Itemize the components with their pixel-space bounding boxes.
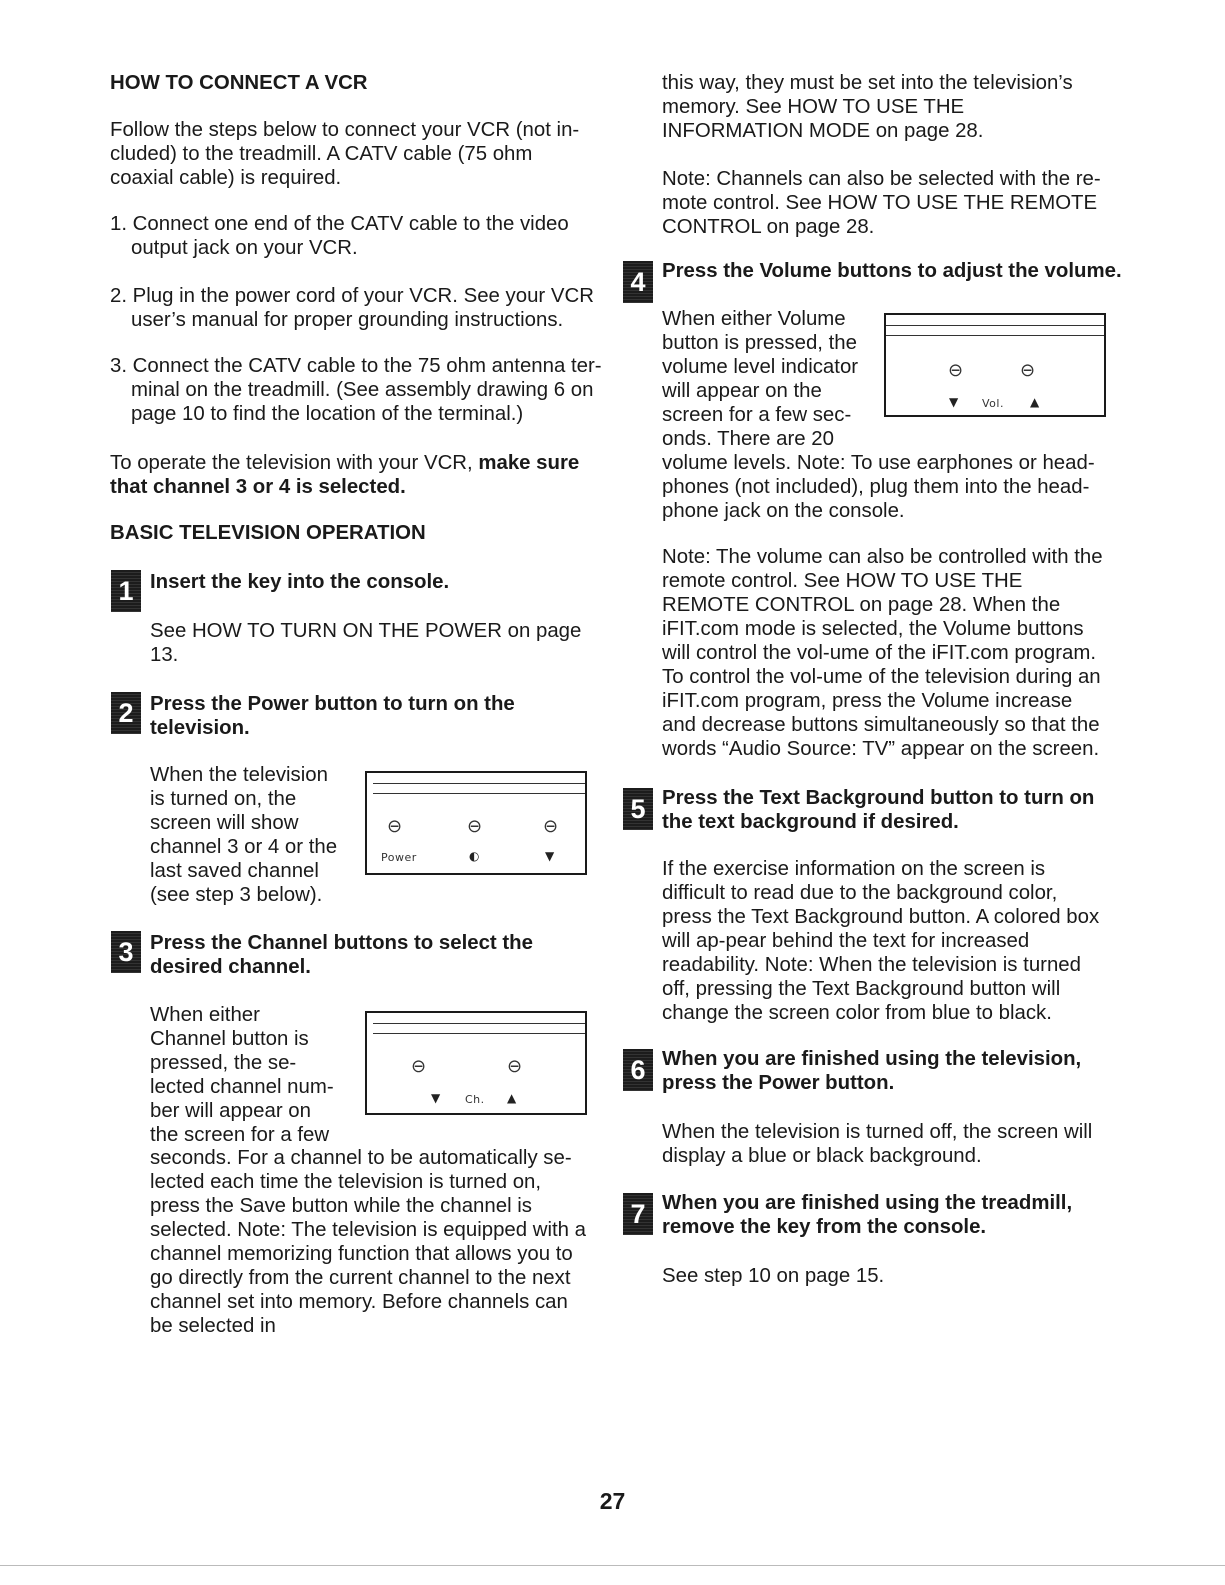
step-4-badge: 4 bbox=[623, 261, 653, 303]
step-2-title-line2: television. bbox=[150, 717, 250, 739]
down-arrow-icon: ▼ bbox=[431, 1091, 441, 1105]
step-2-body: When the television is turned on, the screen will show channel 3 or 4 or the last saved channel (see step 3 below). bbox=[150, 764, 338, 906]
volume-screen-figure bbox=[884, 313, 1106, 417]
step-3-body-full: seconds. For a channel to be automatically se-lected each time the television is turned on, press the Save button while the channel is selected. Note: The television is equipped with a channel memorizing function that allows you to go directly from the current channel to the next channel set into memory. Before channels can be selected in bbox=[150, 1147, 587, 1337]
channel-down-button-icon: ⊖ bbox=[411, 1056, 427, 1077]
volume-down-button-icon: ⊖ bbox=[948, 360, 964, 381]
step-3-body-wrap: When either Channel button is pressed, the se-lected channel num-ber will appear on the screen for a few bbox=[150, 1004, 334, 1146]
vcr-operate-bold: make sure that channel 3 or 4 is selected. bbox=[110, 452, 580, 498]
step-6-badge: 6 bbox=[623, 1049, 653, 1091]
step-6-title-line2: press the Power button. bbox=[662, 1072, 895, 1094]
channel-down-button-icon: ⊖ bbox=[543, 816, 559, 837]
down-arrow-icon: ▼ bbox=[949, 395, 959, 409]
vcr-heading: HOW TO CONNECT A VCR bbox=[110, 72, 368, 94]
screen-top-edge bbox=[373, 1023, 585, 1024]
step-5-title-line2: the text background if desired. bbox=[662, 811, 959, 833]
vcr-step-2: 2. Plug in the power cord of your VCR. See your VCR user’s manual for proper grounding instructions. bbox=[110, 285, 594, 331]
step-1-badge: 1 bbox=[111, 570, 141, 612]
step-3-title-line2: desired channel. bbox=[150, 956, 311, 978]
step-1-title: Insert the key into the console. bbox=[150, 571, 450, 593]
step-7-title-line2: remove the key from the console. bbox=[662, 1216, 987, 1238]
channel-up-button-icon: ⊖ bbox=[507, 1056, 523, 1077]
volume-label: Vol. bbox=[982, 397, 1004, 410]
vcr-operate-plain: To operate the television with your VCR, bbox=[110, 452, 479, 474]
vcr-step-1: 1. Connect one end of the CATV cable to the video output jack on your VCR. bbox=[110, 213, 569, 259]
step-3-title-line1: Press the Channel buttons to select the bbox=[150, 932, 533, 954]
up-arrow-icon: ▲ bbox=[507, 1091, 517, 1105]
step-2-title-line1: Press the Power button to turn on the bbox=[150, 693, 515, 715]
vcr-step-3: 3. Connect the CATV cable to the 75 ohm antenna ter-minal on the treadmill. (See assembly drawing 6 on page 10 to find the location of the terminal.) bbox=[110, 355, 602, 425]
step-2-title bbox=[150, 692, 515, 740]
power-screen-figure bbox=[365, 771, 587, 875]
step-3-title bbox=[150, 931, 533, 979]
basic-tv-heading: BASIC TELEVISION OPERATION bbox=[110, 522, 426, 544]
power-button-icon: ⊖ bbox=[387, 816, 403, 837]
up-arrow-icon: ▲ bbox=[1030, 395, 1040, 409]
screen-top-edge bbox=[373, 783, 585, 784]
step-7-badge: 7 bbox=[623, 1193, 653, 1235]
step-4-note: Note: The volume can also be controlled with the remote control. See HOW TO USE THE REMOTE CONTROL on page 28. When the iFIT.com mode is selected, the Volume buttons will control the vol-ume of the iFIT.com program. To control the vol-ume of the television during an iFIT.com program, press the Volume increase and decrease buttons simultaneously so that the words “Audio Source: TV” appear on the screen. bbox=[662, 546, 1103, 760]
vcr-operate bbox=[110, 451, 590, 499]
screen-bottom-edge bbox=[886, 335, 1104, 336]
volume-up-button-icon: ⊖ bbox=[1020, 360, 1036, 381]
step-7-body: See step 10 on page 15. bbox=[662, 1265, 885, 1287]
step-5-title bbox=[662, 786, 1094, 834]
continued-paragraph: this way, they must be set into the television’s memory. See HOW TO USE THE INFORMATION MODE on page 28. bbox=[662, 72, 1073, 142]
step-5-title-line1: Press the Text Background button to turn on bbox=[662, 787, 1095, 809]
step-7-title bbox=[662, 1191, 1072, 1239]
vcr-intro: Follow the steps below to connect your VCR (not in-cluded) to the treadmill. A CATV cable (75 ohm coaxial cable) is required. bbox=[110, 119, 580, 189]
screen-bottom-edge bbox=[373, 793, 585, 794]
mute-icon: ◐ bbox=[469, 849, 480, 863]
step-1-body: See HOW TO TURN ON THE POWER on page 13. bbox=[150, 620, 582, 666]
channel-screen-figure bbox=[365, 1011, 587, 1115]
channel-label: Ch. bbox=[465, 1093, 485, 1106]
page-number: 27 bbox=[599, 1488, 626, 1514]
step-6-body: When the television is turned off, the screen will display a blue or black background. bbox=[662, 1121, 1093, 1167]
down-arrow-icon: ▼ bbox=[545, 849, 555, 863]
step-4-title: Press the Volume buttons to adjust the volume. bbox=[662, 260, 1122, 282]
screen-bottom-edge bbox=[373, 1033, 585, 1034]
step-6-title-line1: When you are finished using the television, bbox=[662, 1048, 1082, 1070]
step-6-title bbox=[662, 1047, 1081, 1095]
bottom-rule bbox=[0, 1565, 1225, 1566]
screen-top-edge bbox=[886, 325, 1104, 326]
step-5-body: If the exercise information on the screen is difficult to read due to the background color, press the Text Background button. A colored box will ap-pear behind the text for increased readability. Note: When the television is turned off, pressing the Text Background button will change the screen color from blue to black. bbox=[662, 858, 1100, 1024]
step-4-body-wrap: When either Volume button is pressed, the volume level indicator will appear on the screen for a few sec-onds. There are 20 bbox=[662, 308, 859, 450]
mute-button-icon: ⊖ bbox=[467, 816, 483, 837]
step-4-body-full: volume levels. Note: To use earphones or head-phones (not included), plug them into the head-phone jack on the console. bbox=[662, 452, 1095, 522]
step-5-badge: 5 bbox=[623, 788, 653, 830]
note-channels: Note: Channels can also be selected with the re-mote control. See HOW TO USE THE REMOTE CONTROL on page 28. bbox=[662, 168, 1101, 238]
step-3-badge: 3 bbox=[111, 931, 141, 973]
step-2-badge: 2 bbox=[111, 692, 141, 734]
step-7-title-line1: When you are finished using the treadmill, bbox=[662, 1192, 1073, 1214]
power-label: Power bbox=[381, 851, 417, 864]
